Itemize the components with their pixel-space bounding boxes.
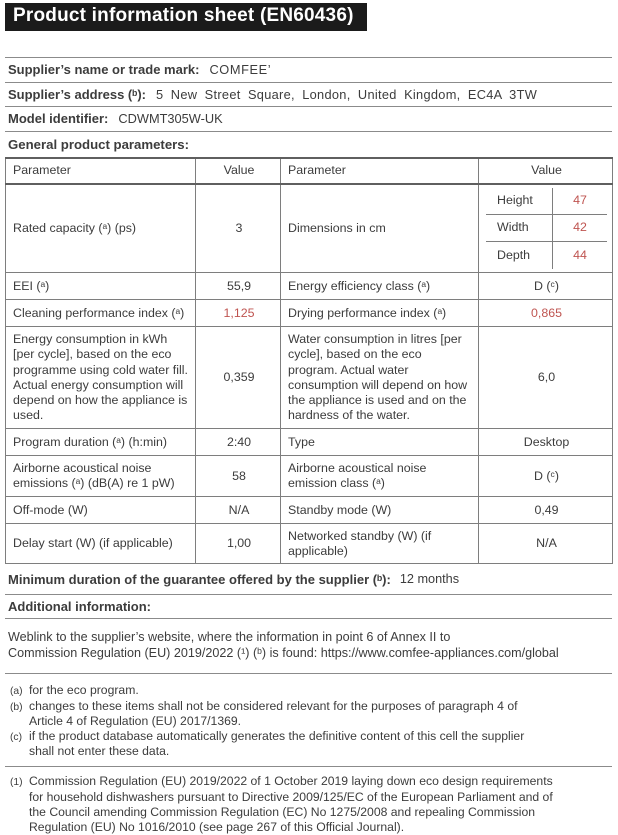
weblink-paragraph <box>5 619 612 674</box>
footnote-b <box>5 699 612 729</box>
footnote-1-text-line-2: for household dishwashers pursuant to Directive 2009/125/EC of the European Parliament and of <box>29 789 553 804</box>
dimensions-values-cell <box>479 184 613 273</box>
dimension-width-label: Width <box>497 220 529 235</box>
dimension-height-value: 47 <box>552 188 607 214</box>
supplier-address-value: 5 New Street Square, London, United Kingdom, EC4A 3TW <box>156 86 538 102</box>
supplier-address-label: Supplier’s address (ᵇ): <box>8 86 147 102</box>
footnotes-abc <box>5 674 612 767</box>
drying-index-value: 0,865 <box>479 300 613 327</box>
standby-mode-value: 0,49 <box>479 497 613 524</box>
footnote-b-marker: (b) <box>10 701 23 713</box>
energy-class-label: Energy efficiency class (ᵃ) <box>281 273 479 300</box>
noise-class-value: D (ᶜ) <box>479 456 613 497</box>
guarantee-label: Minimum duration of the guarantee offered by the supplier (ᵇ): <box>8 571 391 587</box>
footnote-1-text-line-1: Commission Regulation (EU) 2019/2022 of 1 October 2019 laying down eco design requirements <box>29 774 553 789</box>
table-header-row <box>6 158 613 184</box>
networked-standby-value: N/A <box>479 524 613 564</box>
additional-information-row <box>5 595 612 619</box>
dimensions-label: Dimensions in cm <box>281 184 479 273</box>
eei-label: EEI (ᵃ) <box>6 273 196 300</box>
delay-start-label: Delay start (W) (if applicable) <box>6 524 196 564</box>
footnote-b-text-line-1: changes to these items shall not be considered relevant for the purposes of paragraph 4 of <box>29 698 518 713</box>
general-parameters-table <box>5 157 613 565</box>
dimension-width-row <box>486 215 607 242</box>
rated-capacity-value: 3 <box>196 184 281 273</box>
energy-consumption-label: Energy consumption in kWh [per cycle], based on the eco programme using cold water fill. Actual energy consumption will depend on how the appliance is used. <box>6 327 196 429</box>
table-row-delay-networked <box>6 524 613 564</box>
footnote-a-marker: (a) <box>10 686 23 698</box>
dimension-depth-value: 44 <box>552 242 607 269</box>
footnote-1 <box>5 774 612 835</box>
supplier-name-label: Supplier’s name or trade mark: <box>8 62 200 78</box>
table-row-off-standby <box>6 497 613 524</box>
model-identifier-label: Model identifier: <box>8 111 109 127</box>
standby-mode-label: Standby mode (W) <box>281 497 479 524</box>
program-duration-value: 2:40 <box>196 429 281 456</box>
networked-standby-label: Networked standby (W) (if applicable) <box>281 524 479 564</box>
footnote-c-text-line-1: if the product database automatically generates the definitive content of this cell the supplier <box>29 729 525 743</box>
weblink-line-1: Weblink to the supplier’s website, where the information in point 6 of Annex II to <box>8 630 451 645</box>
page-title: Product information sheet (EN60436) <box>5 3 367 31</box>
guarantee-value: 12 months <box>399 572 460 587</box>
off-mode-value: N/A <box>196 497 281 524</box>
general-parameters-heading: General product parameters: <box>8 136 190 152</box>
header-parameter-right: Parameter <box>281 158 479 184</box>
model-identifier-row <box>5 106 612 131</box>
program-duration-label: Program duration (ᵃ) (h:min) <box>6 429 196 456</box>
noise-class-label: Airborne acoustical noise emission class (ᵃ) <box>281 456 479 497</box>
delay-start-value: 1,00 <box>196 524 281 564</box>
water-consumption-label: Water consumption in litres [per cycle], based on the eco program. Actual water consumption will depend on how the appliance is used and on the hardness of the water. <box>281 327 479 429</box>
header-value-left: Value <box>196 158 281 184</box>
footnote-a-text: for the eco program. <box>29 683 139 698</box>
supplier-address-row <box>5 82 612 107</box>
rated-capacity-label: Rated capacity (ᵃ) (ps) <box>6 184 196 273</box>
table-row-eei-energy-class <box>6 273 613 300</box>
type-value: Desktop <box>479 429 613 456</box>
header-parameter-left: Parameter <box>6 158 196 184</box>
cleaning-index-label: Cleaning performance index (ᵃ) <box>6 300 196 327</box>
footnote-1-text-line-3: the Council amending Commission Regulation (EC) No 1275/2008 and repealing Commission <box>29 804 536 819</box>
guarantee-row <box>5 564 612 595</box>
energy-class-value: D (ᶜ) <box>479 273 613 300</box>
footnote-1-text-line-4: Regulation (EU) No 1016/2010 (see page 267 of this Official Journal). <box>29 820 405 835</box>
noise-emissions-value: 58 <box>196 456 281 497</box>
footnote-c-marker: (c) <box>10 732 23 743</box>
dimension-height-label: Height <box>497 193 533 208</box>
eei-value: 55,9 <box>196 273 281 300</box>
dimension-depth-row <box>486 242 607 269</box>
dimension-height-row <box>486 188 607 215</box>
type-label: Type <box>281 429 479 456</box>
header-value-right: Value <box>479 158 613 184</box>
footnote-b-text-line-2: Article 4 of Regulation (EU) 2017/1369. <box>29 713 242 728</box>
table-row-consumption <box>6 327 613 429</box>
off-mode-label: Off-mode (W) <box>6 497 196 524</box>
supplier-name-value: COMFEE’ <box>209 62 272 78</box>
additional-information-label: Additional information: <box>8 599 151 615</box>
footnote-c <box>5 729 612 759</box>
water-consumption-value: 6,0 <box>479 327 613 429</box>
dimension-width-value: 42 <box>552 215 607 241</box>
table-row-noise <box>6 456 613 497</box>
drying-index-label: Drying performance index (ᵃ) <box>281 300 479 327</box>
model-identifier-value: CDWMT305W-UK <box>118 111 223 127</box>
footnote-a <box>5 683 612 698</box>
cleaning-index-value: 1,125 <box>196 300 281 327</box>
table-row-performance-indexes <box>6 300 613 327</box>
supplier-name-row <box>5 57 612 82</box>
weblink-line-2: Commission Regulation (EU) 2019/2022 (¹) (ᵇ) is found: https://www.comfee-appliances.com/global <box>8 645 559 660</box>
table-row-duration-type <box>6 429 613 456</box>
energy-consumption-value: 0,359 <box>196 327 281 429</box>
dimension-depth-label: Depth <box>497 248 531 263</box>
footnote-1-marker: (1) <box>10 777 23 789</box>
noise-emissions-label: Airborne acoustical noise emissions (ᵃ) (dB(A) re 1 pW) <box>6 456 196 497</box>
footnote-c-text-line-2: shall not enter these data. <box>29 744 170 759</box>
table-row-capacity-dimensions <box>6 184 613 273</box>
supplier-info-section <box>5 57 612 132</box>
